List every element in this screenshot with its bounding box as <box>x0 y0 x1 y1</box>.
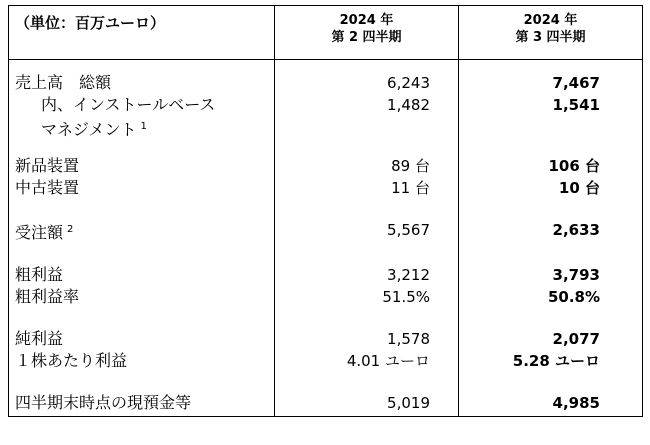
q3-year: 2024 年 <box>523 13 578 28</box>
table-row <box>9 308 643 350</box>
table-row <box>9 141 643 177</box>
installed-base-q2: 1,482 <box>275 94 459 141</box>
q2-2024-header <box>275 6 459 60</box>
table-row <box>9 199 643 244</box>
bookings-q3: 2,633 <box>459 199 643 244</box>
installed-base-q3: 1,541 <box>459 94 643 141</box>
table-row <box>9 350 643 372</box>
row-label-new-systems: 新品装置 <box>9 141 275 177</box>
eps-q3: 5.28 ユーロ <box>459 350 643 372</box>
gross-profit-q3: 3,793 <box>459 244 643 286</box>
table-row <box>9 372 643 417</box>
table-row <box>9 286 643 308</box>
eps-q2: 4.01 ユーロ <box>275 350 459 372</box>
cash-q2: 5,019 <box>275 372 459 417</box>
q3-2024-header <box>459 6 643 60</box>
bookings-q2: 5,567 <box>275 199 459 244</box>
footnote-1: 1 <box>140 121 147 132</box>
gross-margin-q2: 51.5% <box>275 286 459 308</box>
gross-profit-q2: 3,212 <box>275 244 459 286</box>
row-label-net-income: 純利益 <box>9 308 275 350</box>
footnote-2: 2 <box>67 224 74 235</box>
new-systems-q3: 106 台 <box>459 141 643 177</box>
net-sales-q3: 7,467 <box>459 60 643 95</box>
q3-quarter: 第 3 四半期 <box>515 30 586 45</box>
used-systems-q3: 10 台 <box>459 177 643 199</box>
table-row <box>9 244 643 286</box>
row-label-used-systems: 中古装置 <box>9 177 275 199</box>
financial-summary-table <box>8 5 643 417</box>
unit-label: （単位：百万ユーロ） <box>9 6 275 60</box>
row-label-installed-base <box>9 94 275 141</box>
q2-quarter: 第 2 四半期 <box>331 30 402 45</box>
table-row <box>9 94 643 141</box>
row-label-eps: １株あたり利益 <box>9 350 275 372</box>
new-systems-q2: 89 台 <box>275 141 459 177</box>
gross-margin-q3: 50.8% <box>459 286 643 308</box>
used-systems-q2: 11 台 <box>275 177 459 199</box>
row-label-bookings: 受注額 $^2$ <box>9 199 275 244</box>
row-label-gross-margin: 粗利益率 <box>9 286 275 308</box>
row-label-net-sales: 売上高 総額 <box>9 60 275 95</box>
installed-base-label-line1: 内、インストールベース <box>41 95 216 114</box>
table-row <box>9 60 643 95</box>
net-sales-q2: 6,243 <box>275 60 459 95</box>
net-income-q3: 2,077 <box>459 308 643 350</box>
row-label-cash: 四半期末時点の現預金等 <box>9 372 275 417</box>
installed-base-label-line2: マネジメント $^1$ <box>41 120 147 139</box>
net-income-q2: 1,578 <box>275 308 459 350</box>
row-label-gross-profit: 粗利益 <box>9 244 275 286</box>
table-row <box>9 177 643 199</box>
cash-q3: 4,985 <box>459 372 643 417</box>
header-row <box>9 6 643 60</box>
q2-year: 2024 年 <box>339 13 394 28</box>
